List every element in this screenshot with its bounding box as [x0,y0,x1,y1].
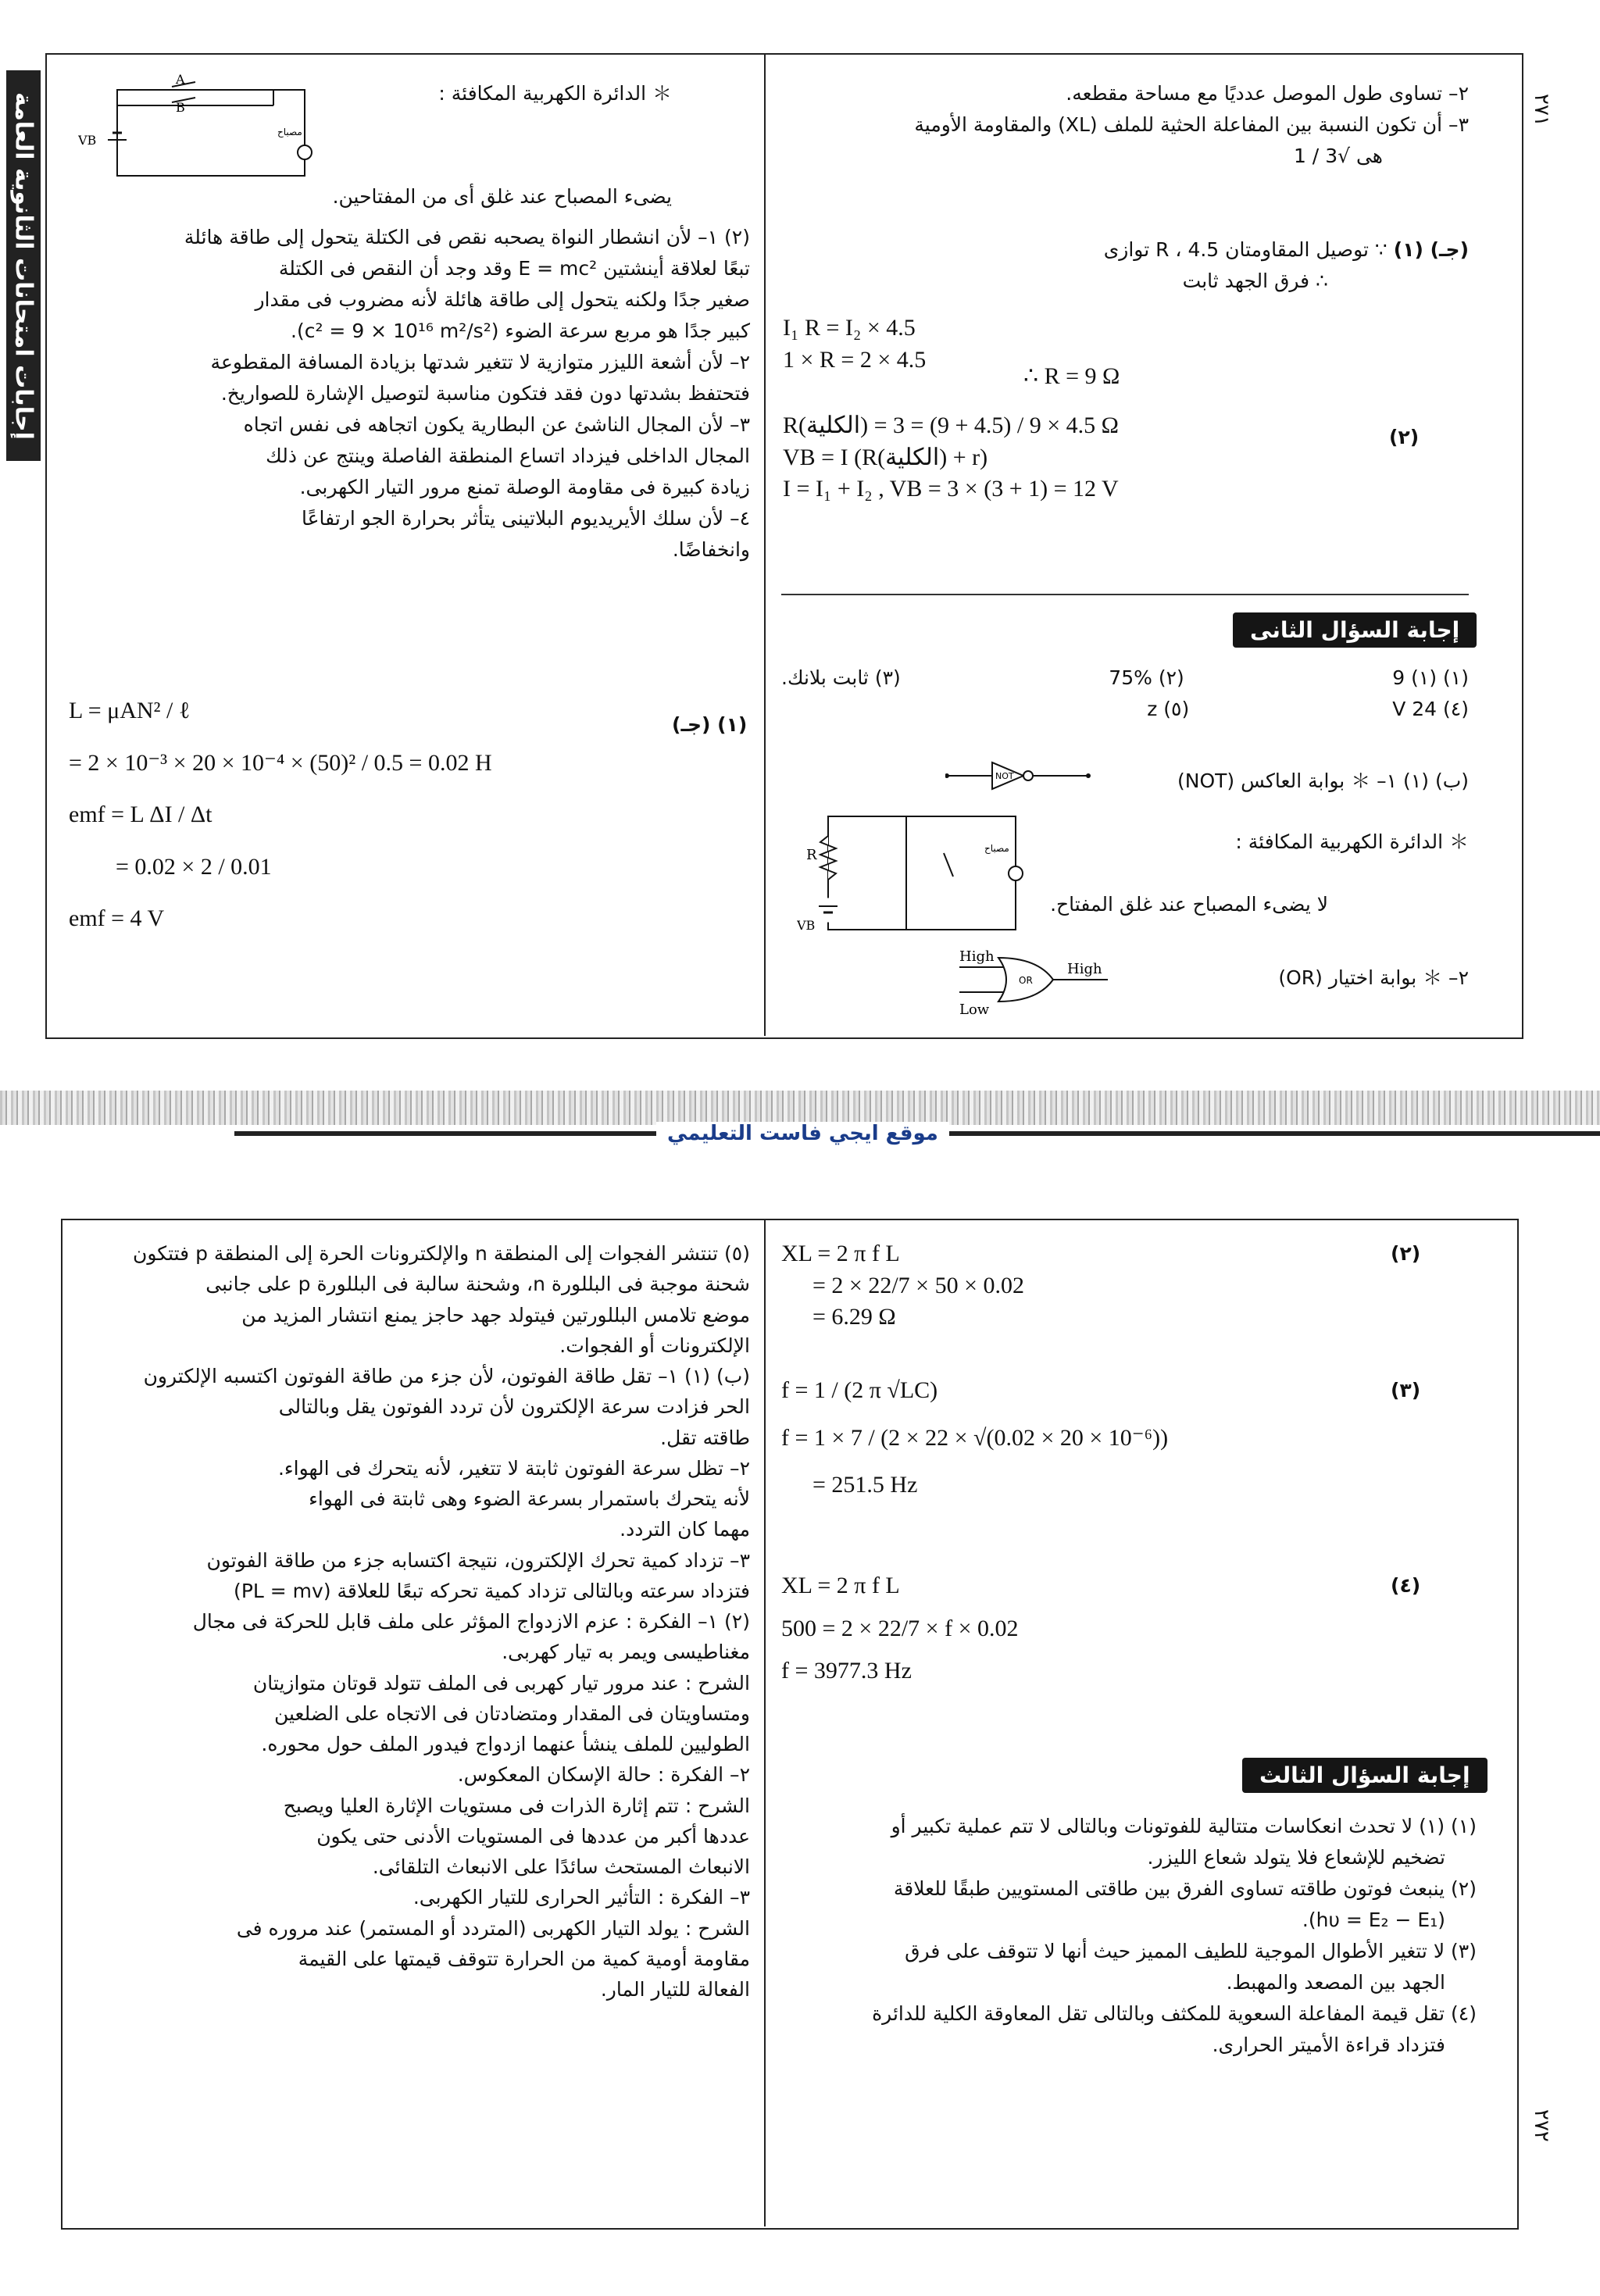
item-label-j: (جـ) (١) [672,713,748,736]
answer: (٤) 24 V [1392,698,1469,720]
scan-noise-band [0,1091,1600,1125]
text-line: ٣– أن تكون النسبة بين المفاعلة الحثية للملف (XL) والمقاومة الأومية [914,113,1469,136]
high-output-label: High [1067,961,1102,977]
equiv-note-right: لا يضىء المصباح عند غلق المفتاح. [1050,893,1328,916]
equiv-title-left: ＊ الدائرة الكهربية المكافئة : [438,82,672,105]
text-line: وانخفاضًا. [672,538,750,561]
low-input-label: Low [959,1002,990,1018]
lamp-note-left: يضىء المصباح عند غلق أى من المفتاحين. [332,185,672,208]
b2-line: ٢– ＊ بوابة اختيار (OR) [1278,966,1469,989]
text-line: الانبعاث المستحث سائدًا على الانبعاث التلقائى. [372,1855,750,1878]
site-banner: موقع ايجي فاست التعليمي [656,1122,949,1145]
q3-header: إجابة السؤال الثالث [1242,1758,1488,1793]
circuit-two-switches [78,74,328,191]
text-line: (٢) ينبعث فوتون طاقته تساوى الفرق بين طاقتى المستويين طبقًا للعلاقة [893,1877,1477,1900]
equation: = 251.5 Hz [812,1472,918,1498]
equation: emf = L ΔI / Δt [69,802,212,827]
text-line: (ب) (١) ١– تقل طاقة الفوتون، لأن جزء من طاقة الفوتون اكتسبه الإلكترون [143,1365,750,1387]
equation: emf = 4 V [69,905,165,931]
item-label-2: (٢) [1389,426,1420,448]
text-line: فتزداد سرعته وبالتالى تزداد كمية تحركه تبعًا للعلاقة (PL = mv) [234,1579,750,1602]
item-num: (٢) [1391,1242,1421,1265]
side-tab [6,70,41,461]
text-line: ٢– الفكرة : حالة الإسكان المعكوس. [457,1763,750,1787]
bottom-left-paragraphs [70,1238,750,2005]
item-num: (٤) [1391,1574,1421,1597]
equation: f = 1 / (2 π √LC) [781,1377,938,1403]
q3-answers [781,1811,1477,2061]
text-line: مغناطيسى ويمر به تيار كهربى. [502,1641,750,1664]
q2-header: إجابة السؤال الثانى [1233,612,1477,648]
text-line: (hυ = E₂ − E₁). [1302,1909,1445,1931]
text-line: ٢– تظل سرعة الفوتون ثابتة لا تتغير، لأنه يتحرك فى الهواء. [277,1456,750,1480]
eq-block-2 [783,410,1377,505]
equation: = 6.29 Ω [812,1304,896,1330]
equation: = 2 × 22/7 × 50 × 0.02 [812,1272,1025,1298]
or-gate-label: OR [1019,975,1033,986]
text-line: فتحتفظ بشدتها دون فقد فتكون مناسبة لتوصيل الإشارة للصواريخ. [220,382,750,405]
text-line: موضع تلامس البللورتين فيتولد جهد حاجز يمنع انتشار المزيد من [241,1303,750,1327]
text-line: الحر فزادت سرعة الإلكترون لأن تردد الفوتون يقل وبالتالى [278,1395,750,1419]
answer: (١) (١) 9 [1392,666,1469,689]
equation: = 0.02 × 2 / 0.01 [116,853,272,880]
equation-result: ∴ R = 9 Ω [1023,363,1120,389]
top-column-divider [764,53,766,1036]
equation: f = 3977.3 Hz [781,1658,912,1684]
item-num: (٣) [1391,1379,1421,1402]
freq-calc-2 [781,1570,1344,1687]
text-line: صغير جدًا ولكنه يتحول إلى طاقة هائلة لأنه مضروب فى مقدار [255,288,750,311]
q2-answers [781,662,1469,725]
divider [781,594,1469,595]
text-line: شحنة موجبة فى البللورة n، وشحنة سالبة فى البللورة p على جانبى [205,1273,750,1296]
switch-b-label: B [176,100,185,115]
text-line: ٢– لأن أشعة الليزر متوازية لا تتغير شدتها بزيادة المسافة المقطوعة [210,351,750,373]
text-line: الشرح : يولد التيار الكهربى (المتردد أو المستمر) عند مروره فى [236,1916,750,1940]
vb-label-left: VB [78,133,97,148]
high-input-label: High [959,948,995,965]
text-line: تبعًا لعلاقة أينشتين E = mc² وقد وجد أن النقص فى الكتلة [278,257,750,280]
not-gate-label: NOT [995,771,1014,781]
text-line: (٣) لا تتغير الأطوال الموجية للطيف المميز حيث أنها لا تتوقف على فرق [905,1940,1477,1962]
text-line: كبير جدًا هو مربع سرعة الضوء (c² = 9 × 10¹⁶ m²/s²). [291,320,750,342]
text-line: هى √3 / 1 [1293,145,1383,167]
q-j1 [781,234,1469,297]
text-line: طاقته تقل. [660,1426,750,1449]
page-number-bottom: ٢٧٢ [1530,2109,1553,2142]
text-line: (٢) ١– الفكرة : عزم الازدواج المؤثر على ملف قابل للحركة فى مجال [192,1610,750,1633]
equation: 500 = 2 × 22/7 × f × 0.02 [781,1615,1019,1641]
answer: (٣) ثابت بلانك. [781,666,901,689]
text-line: الشرح : تتم إثارة الذرات فى مستويات الإثارة العليا ويصبح [283,1794,750,1817]
text-line: الفعالة للتيار المار. [600,1978,750,2001]
equation: L = μAN² / ℓ [69,698,191,723]
text-line: (٢) ١– لأن انشطار النواة يصحبه نقص فى الكتلة يتحول إلى طاقة هائلة [184,226,750,248]
vb-label: VB [797,918,816,933]
text-line: مقاومة أومية كمية من الحرارة تتوقف قيمتها على القيمة [298,1947,750,1970]
text-line: الطوليين للملف ينشأ عنهما ازدواج فيدور الملف حول محوره. [261,1733,750,1755]
text-line: الجهد بين المصعد والمهبط. [1226,1971,1445,1994]
equation: XL = 2 π f L [781,1573,900,1598]
text-line: ومتساويتان فى المقدار ومتضادتان فى الاتجاه على الضلعين [273,1701,750,1725]
text-line: (٤) تقل قيمة المفاعلة السعوية للمكثف وبالتالى تقل المعاوقة الكلية للدائرة [872,2002,1477,2025]
equation: = 2 × 10⁻³ × 20 × 10⁻⁴ × (50)² / 0.5 = 0.02 H [69,749,492,776]
text-line: لأنه يتحرك باستمرار بسرعة الضوء وهى ثابتة فى الهواء [309,1487,750,1510]
not-gate-diagram [945,756,1102,795]
text-line: (١) (١) لا تحدث انعكاسات متتالية للفوتونات وبالتالى لا تتم عملية تكبير أو [891,1815,1477,1837]
top-left-paragraphs [70,222,750,566]
text-line: مهما كان التردد. [620,1518,750,1541]
text-line: ∵ توصيل المقاومتان R ، 4.5 توازى [1103,238,1388,261]
switch-a-label: A [176,74,185,87]
equation: I = I₁ + I₂ , VB = 3 × (3 + 1) = 12 V [783,476,1119,502]
inductance-math [69,695,631,935]
item-label: (جـ) (١) [1393,238,1469,261]
equation: XL = 2 π f L [781,1241,900,1266]
answer: (٥) z [1147,698,1190,720]
text-line: ∴ فرق الجهد ثابت [1182,270,1328,292]
equation: f = 1 × 7 / (2 × 22 × √(0.02 × 20 × 10⁻⁶)) [781,1424,1169,1451]
text-line: المجال الداخلى فيزداد اتساع المنطقة الفاصلة وينتج عن ذلك [266,445,750,467]
text-line: تضخيم للإشعاع فلا يتولد شعاع الليزر. [1147,1846,1445,1869]
text-line: ٣– تزداد كمية تحرك الإلكترون، نتيجة اكتسابه جزء من طاقة الفوتون [206,1548,750,1572]
bottom-column-divider [764,1219,766,2226]
lamp-label: مصباح [984,843,1009,854]
xl-calc [781,1238,1328,1334]
freq-calc [781,1375,1344,1502]
top-right-intro [781,78,1469,172]
equation: R(الكلية) = 4.5 × 9 / (4.5 + 9) = 3 Ω [783,412,1119,438]
text-line: ٣– لأن المجال الناشئ عن البطارية يكون اتجاهه فى نفس اتجاه [243,413,750,436]
or-gate-diagram [952,944,1131,1022]
text-line: ٣– الفكرة : التأثير الحرارى للتيار الكهربى. [412,1886,750,1909]
text-line: عددها أكبر من عددها فى المستويات الأدنى حتى يكون [316,1824,750,1848]
equation: 1 × R = 2 × 4.5 [783,346,927,373]
text-line: زيادة كبيرة فى مقاومة الوصلة تمنع مرور التيار الكهربى. [299,476,750,498]
circuit-parallel-switch [797,805,1031,937]
equation: I₁ R = I₂ × 4.5 [783,315,916,341]
lamp-label-left: مصباح [277,127,302,137]
side-tab-label: إجابات امتحانات الثانوية العامة [9,91,38,440]
page-number-top: ٢٧١ [1530,94,1553,127]
equation: VB = I (R(الكلية) + r) [783,444,988,470]
text-line: فتزداد قراءة الأميتر الحرارى. [1212,2034,1445,2056]
b1-line: (ب) (١) ١– ＊ بوابة العاكس (NOT) [1177,769,1469,792]
text-line: (٥) تنتشر الفجوات إلى المنطقة n والإلكترونات الحرة إلى المنطقة p فتتكون [133,1242,750,1265]
text-line: ٤– لأن سلك الأيريديوم البلاتينى يتأثر بحرارة الجو ارتفاعًا [302,507,750,530]
text-line: الشرح : عند مرور تيار كهربى فى الملف تتولد قوتان متوازيتان [252,1671,750,1694]
text-line: ٢– تساوى طول الموصل عدديًا مع مساحة مقطعه. [1066,82,1469,105]
r-label: R [806,847,817,863]
answer: (٢) 75% [1109,666,1184,689]
text-line: الإلكترونات أو الفجوات. [559,1334,750,1357]
equiv-title-right: ＊ الدائرة الكهربية المكافئة : [1235,830,1469,853]
